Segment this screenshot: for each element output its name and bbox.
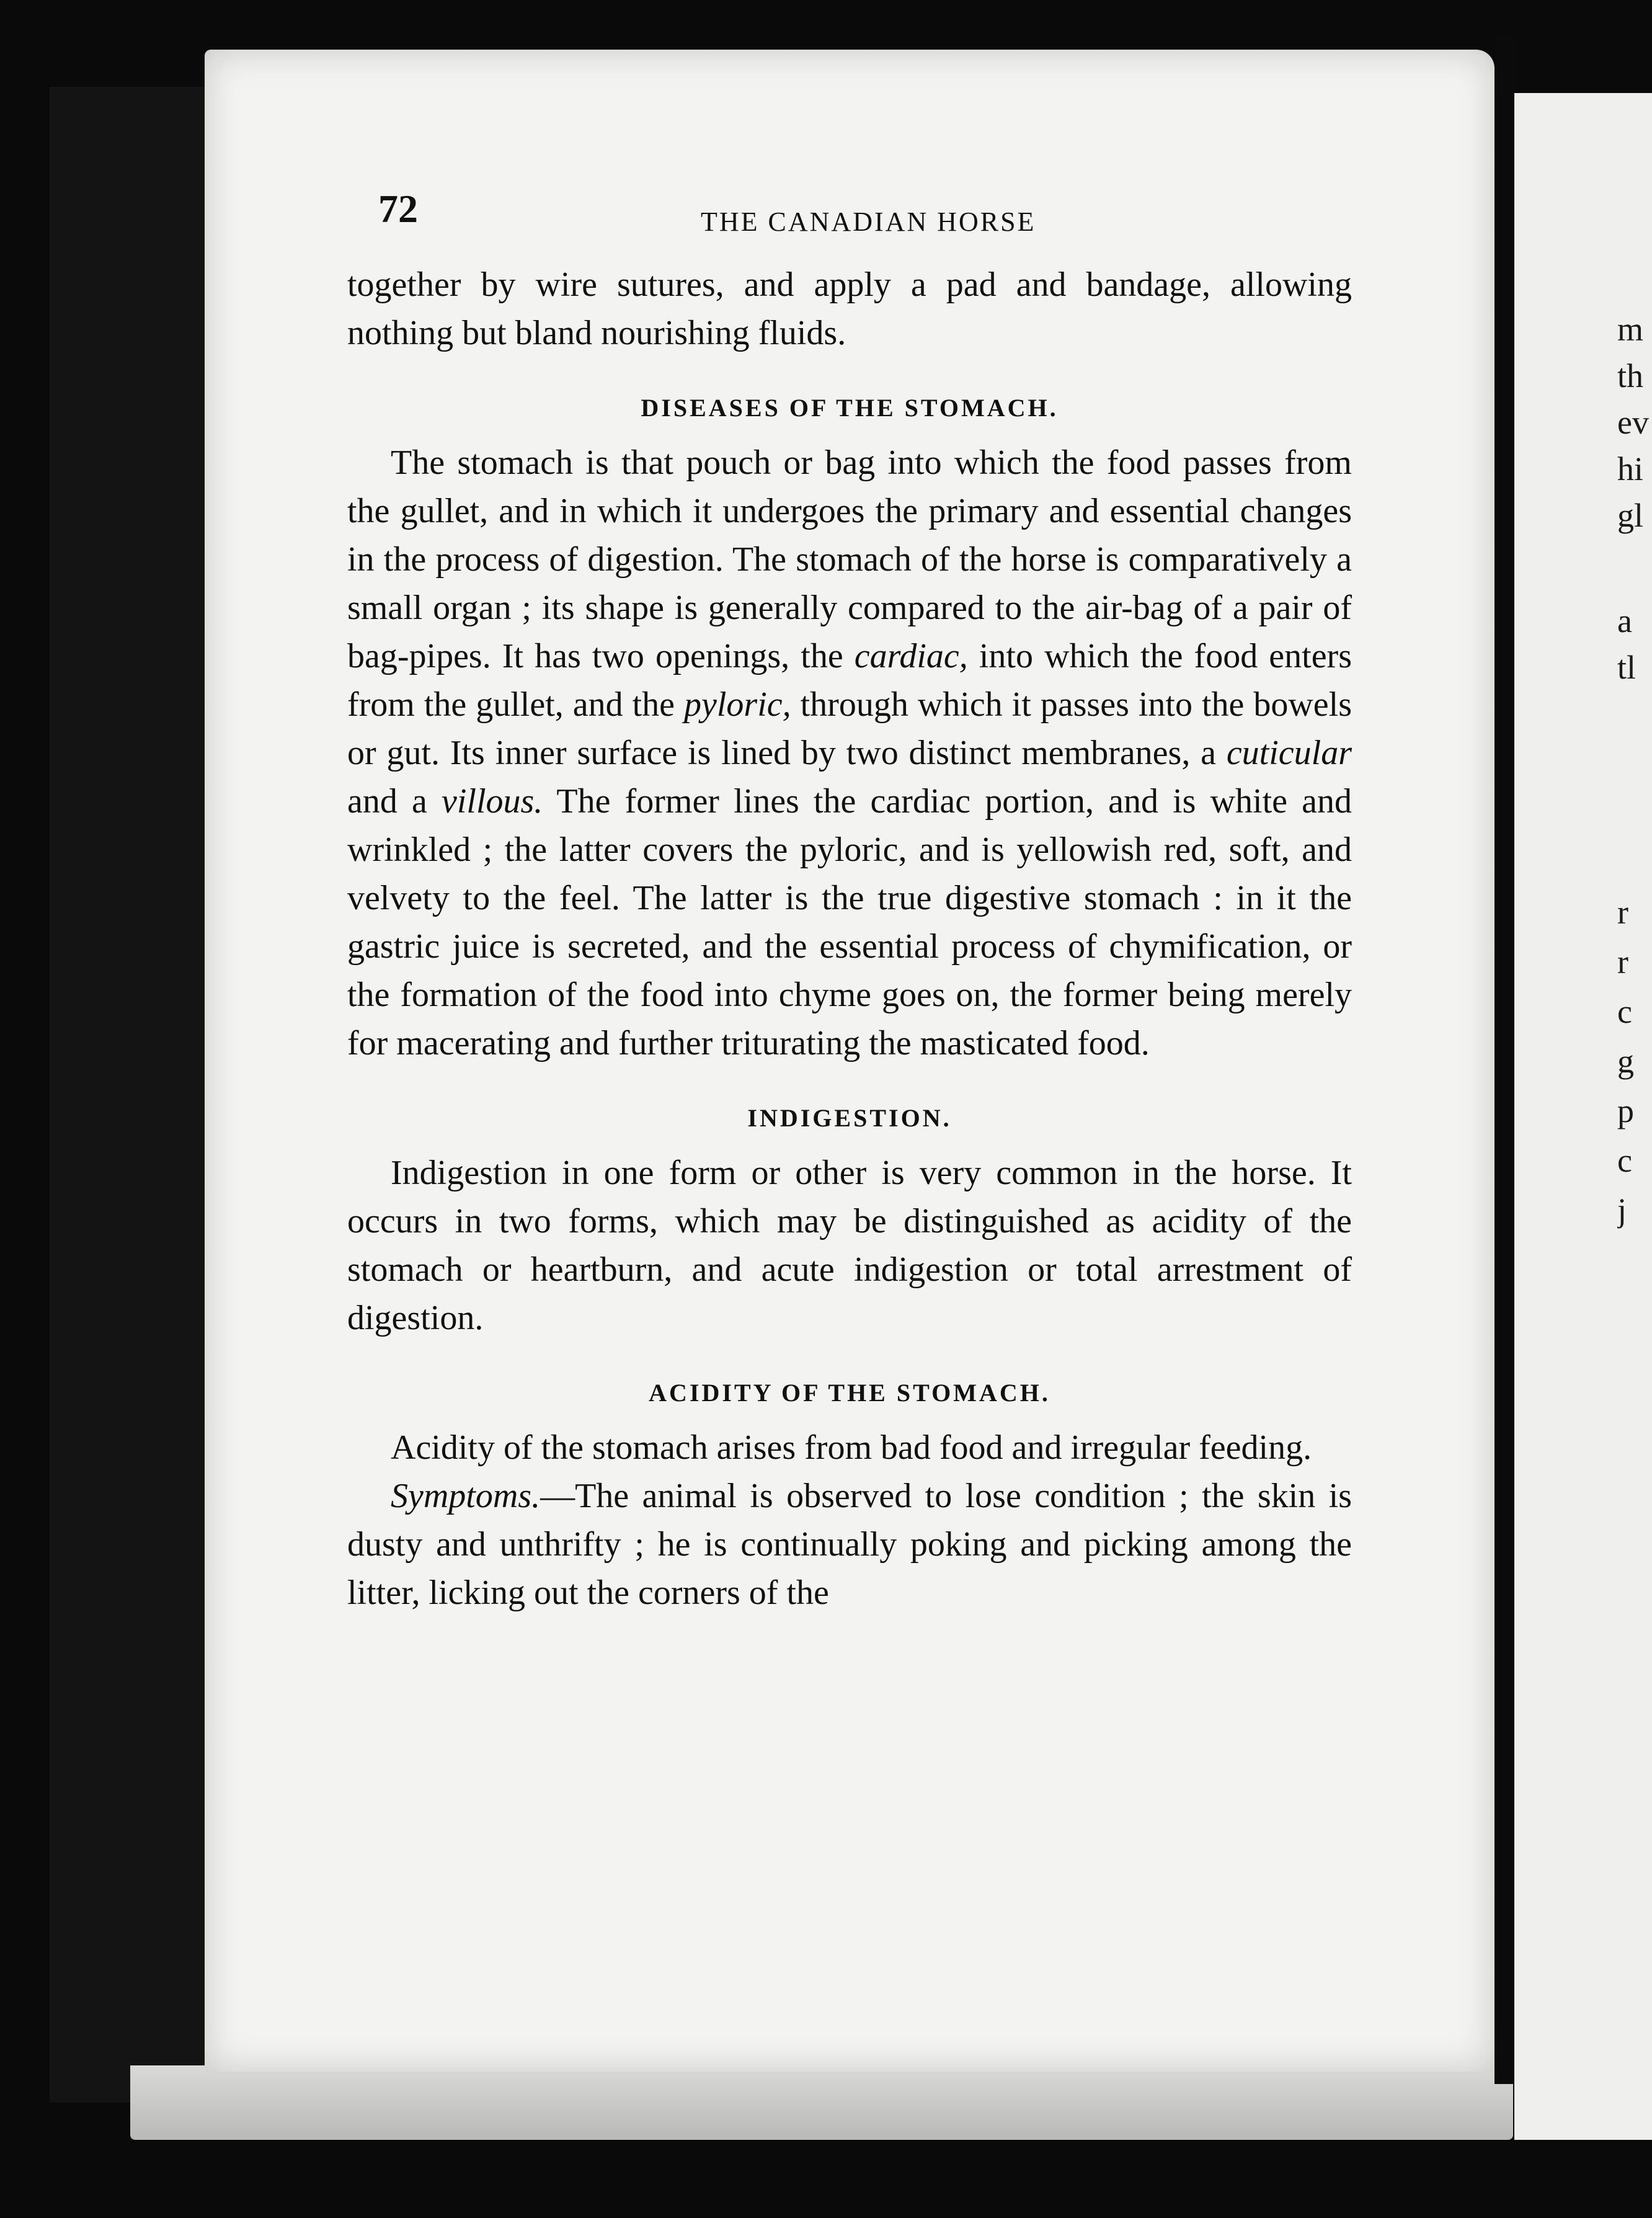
facing-page-fragment: c bbox=[1617, 1142, 1632, 1179]
facing-page-fragment: r bbox=[1617, 943, 1628, 981]
facing-page-fragment: hi bbox=[1617, 450, 1644, 488]
italic-term: pyloric, bbox=[684, 685, 791, 724]
facing-page-fragment: m bbox=[1617, 311, 1644, 348]
page-edges bbox=[130, 2065, 1513, 2140]
section-heading: ACIDITY OF THE STOMACH. bbox=[649, 1379, 1050, 1407]
section-heading: INDIGESTION. bbox=[747, 1104, 952, 1132]
facing-page-fragment: r bbox=[1617, 894, 1628, 931]
facing-page-fragment: p bbox=[1617, 1092, 1634, 1129]
facing-page-fragment: c bbox=[1617, 993, 1632, 1030]
symptoms-label: Symptoms. bbox=[391, 1477, 541, 1515]
book-gutter bbox=[1494, 37, 1514, 2084]
page-header bbox=[378, 186, 1346, 242]
symptoms-paragraph: Symptoms.—The animal is observed to lose condition ; the skin is dusty and unthrifty ; he is continually poking and picking among the litter, licking out the corners of the bbox=[347, 1477, 1352, 1612]
page-number: 72 bbox=[378, 187, 418, 231]
body-paragraph: Acidity of the stomach arises from bad food and irregular feeding. bbox=[391, 1428, 1312, 1467]
facing-page-fragment: th bbox=[1617, 357, 1644, 394]
body-paragraph: The stomach is that pouch or bag into which the food passes from the gullet, and in which it undergoes the primary and essential changes in the process of digestion. The stomach of the horse is comparatively a small organ ; its shape is generally compared to the air-bag of a pair of bag-pipes. It has two openings, the cardiac, into which the food enters from the gullet, and the pyloric, through which it passes into the bowels or gut. Its inner surface is lined by two distinct membranes, a cuticular and a villous. The former lines the cardiac portion, and is white and wrinkled ; the latter covers the pyloric, and is yellowish red, soft, and velvety to the feel. The latter is the true digestive stomach : in it the gastric juice is secreted, and the essential process of chymification, or the formation of the food into chyme goes on, the former being merely for macerating and further triturating the masticated food. bbox=[347, 443, 1352, 1062]
facing-page-fragment: gl bbox=[1617, 497, 1644, 534]
continuation-paragraph: together by wire sutures, and apply a pad and bandage, allowing nothing but bland nourishing fluids. bbox=[347, 265, 1352, 352]
page-text bbox=[347, 261, 1352, 1617]
facing-page-fragment: a bbox=[1617, 602, 1632, 639]
section-heading: DISEASES OF THE STOMACH. bbox=[641, 394, 1059, 422]
facing-page-fragment: tl bbox=[1617, 649, 1636, 686]
italic-term: villous. bbox=[441, 782, 543, 821]
facing-page-fragment: j bbox=[1617, 1191, 1627, 1229]
running-head: THE CANADIAN HORSE bbox=[701, 207, 1036, 237]
italic-term: cuticular bbox=[1226, 734, 1352, 772]
facing-page-fragment: g bbox=[1617, 1043, 1634, 1080]
body-paragraph: Indigestion in one form or other is very common in the horse. It occurs in two forms, which may be distinguished as acidity of the stomach or heartburn, and acute indigestion or total arrestment of digestion. bbox=[347, 1154, 1352, 1337]
book-spine bbox=[50, 87, 208, 2103]
italic-term: cardiac, bbox=[854, 637, 968, 675]
facing-page-fragment: ev bbox=[1617, 404, 1649, 441]
